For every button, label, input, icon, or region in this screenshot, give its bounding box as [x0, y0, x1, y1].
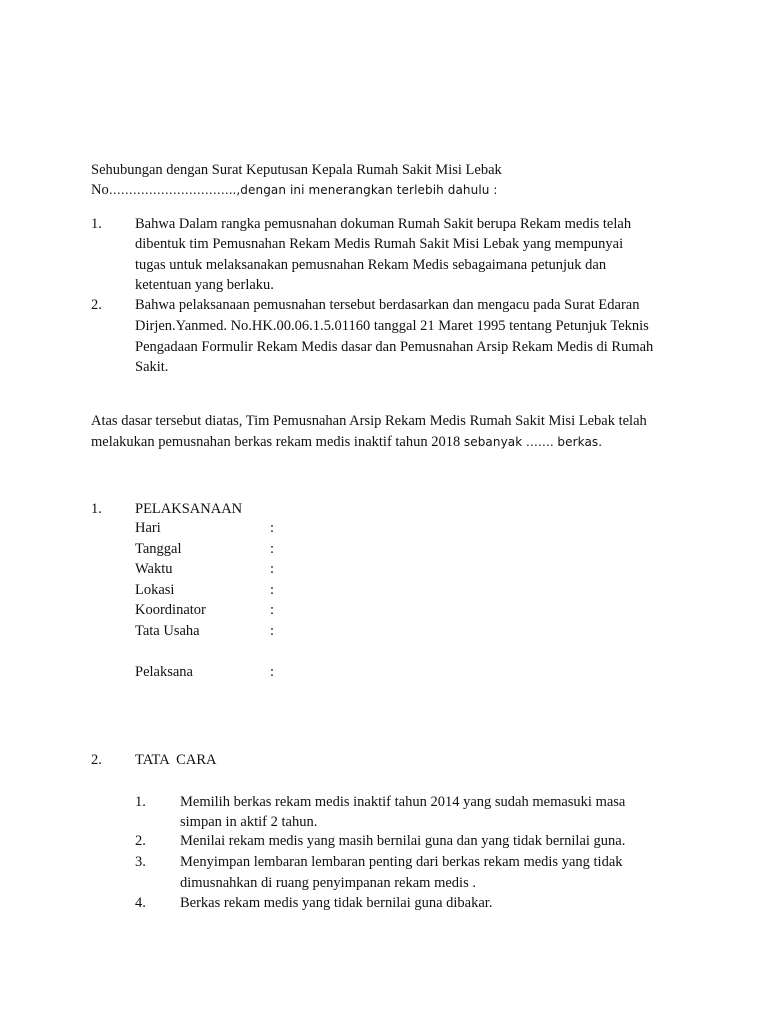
section-2-title: TATA CARA	[135, 752, 217, 768]
field-label-pelaksana: Pelaksana	[135, 664, 193, 680]
field-colon: :	[270, 582, 275, 598]
basis-amount-label: sebanyak	[463, 435, 523, 449]
step-2-number: 2.	[135, 833, 146, 849]
point-2-line: Sakit.	[135, 359, 169, 375]
field-label-tata-usaha: Tata Usaha	[135, 623, 200, 639]
field-label-hari: Hari	[135, 520, 161, 536]
field-colon: :	[270, 623, 275, 639]
basis-amount-unit: berkas.	[557, 435, 603, 449]
field-label-waktu: Waktu	[135, 561, 173, 577]
field-label-koordinator: Koordinator	[135, 602, 206, 618]
point-1-line: tugas untuk melaksanakan pemusnahan Rekam Medis sebagaimana petunjuk dan	[135, 257, 607, 273]
step-4-line: Berkas rekam medis yang tidak bernilai guna dibakar.	[180, 895, 493, 911]
section-1-title: PELAKSANAAN	[135, 501, 243, 517]
section-2-number: 2.	[91, 752, 102, 768]
point-1-number: 1.	[91, 216, 102, 232]
point-1-line: Bahwa Dalam rangka pemusnahan dokuman Rumah Sakit berupa Rekam medis telah	[135, 216, 632, 232]
point-1-line: ketentuan yang berlaku.	[135, 277, 274, 293]
field-label-tanggal: Tanggal	[135, 541, 182, 557]
step-2-line: Menilai rekam medis yang masih bernilai guna dan yang tidak bernilai guna.	[180, 833, 626, 849]
point-2-line: Dirjen.Yanmed. No.HK.00.06.1.5.01160 tanggal 21 Maret 1995 tentang Petunjuk Teknis	[135, 318, 649, 334]
field-colon: :	[270, 541, 275, 557]
step-1-line: simpan in aktif 2 tahun.	[180, 814, 318, 830]
point-1-line: dibentuk tim Pemusnahan Rekam Medis Rumah Sakit Misi Lebak yang mempunyai	[135, 236, 624, 252]
intro-line-2	[91, 180, 498, 200]
intro-line-2-end: ,dengan ini menerangkan terlebih dahulu :	[236, 183, 498, 197]
intro-number-label: No	[91, 182, 109, 198]
section-1-number: 1.	[91, 501, 102, 517]
field-colon: :	[270, 664, 275, 680]
step-3-number: 3.	[135, 854, 146, 870]
step-4-number: 4.	[135, 895, 146, 911]
field-colon: :	[270, 561, 275, 577]
point-2-number: 2.	[91, 297, 102, 313]
step-1-line: Memilih berkas rekam medis inaktif tahun 2014 yang sudah memasuki masa	[180, 794, 626, 810]
point-2-line: Pengadaan Formulir Rekam Medis dasar dan Pemusnahan Arsip Rekam Medis di Rumah	[135, 339, 654, 355]
field-label-lokasi: Lokasi	[135, 582, 175, 598]
basis-amount-dots: …….	[525, 435, 554, 449]
intro-line-1: Sehubungan dengan Surat Keputusan Kepala Rumah Sakit Misi Lebak	[91, 162, 502, 178]
step-3-line: Menyimpan lembaran lembaran penting dari berkas rekam medis yang tidak	[180, 854, 623, 870]
intro-number-dots: …………………………..	[108, 183, 237, 197]
step-3-line: dimusnahkan di ruang penyimpanan rekam medis .	[180, 875, 476, 891]
point-2-line: Bahwa pelaksanaan pemusnahan tersebut berdasarkan dan mengacu pada Surat Edaran	[135, 297, 640, 313]
field-colon: :	[270, 602, 275, 618]
basis-line-2	[91, 432, 602, 452]
basis-line-2-start: melakukan pemusnahan berkas rekam medis inaktif tahun 2018	[91, 434, 461, 450]
field-colon: :	[270, 520, 275, 536]
step-1-number: 1.	[135, 794, 146, 810]
basis-line-1: Atas dasar tersebut diatas, Tim Pemusnahan Arsip Rekam Medis Rumah Sakit Misi Lebak telah	[91, 413, 647, 429]
